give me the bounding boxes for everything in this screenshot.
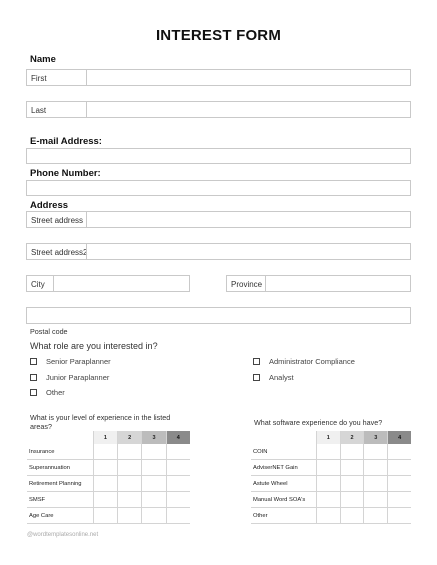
rating-cell[interactable]: [316, 508, 340, 524]
rating-cell[interactable]: [166, 508, 190, 524]
rating-cell[interactable]: [118, 492, 142, 508]
rating-cell[interactable]: [142, 444, 166, 460]
rating-cell[interactable]: [364, 476, 388, 492]
last-name-label: Last: [31, 106, 47, 115]
level-2-header: 2: [118, 431, 142, 444]
row-label: COIN: [251, 444, 316, 460]
rating-cell[interactable]: [388, 508, 411, 524]
first-name-field[interactable]: [26, 69, 411, 86]
rating-cell[interactable]: [316, 460, 340, 476]
row-label: Manual Word SOA's: [251, 492, 316, 508]
rating-cell[interactable]: [118, 444, 142, 460]
row-label: Insurance: [27, 444, 93, 460]
field-divider: [53, 276, 54, 291]
level-2-header: 2: [340, 431, 364, 444]
rating-cell[interactable]: [340, 476, 364, 492]
field-divider: [86, 70, 87, 85]
rating-cell[interactable]: [118, 508, 142, 524]
table-row: [27, 508, 190, 524]
level-4-header: 4: [166, 431, 190, 444]
header-blank: [251, 431, 316, 444]
role-option-administrator-compliance[interactable]: [253, 357, 355, 366]
checkbox[interactable]: [30, 374, 37, 381]
experience-question: What is your level of experience in the listed areas?: [30, 413, 171, 431]
row-label: Age Care: [27, 508, 93, 524]
rating-cell[interactable]: [166, 444, 190, 460]
checkbox[interactable]: [253, 358, 260, 365]
phone-field[interactable]: [26, 180, 411, 196]
rating-cell[interactable]: [364, 444, 388, 460]
city-label: City: [31, 280, 45, 289]
role-option-senior-paraplanner[interactable]: [30, 357, 111, 366]
city-field[interactable]: [26, 275, 190, 292]
table-row: [27, 460, 190, 476]
rating-cell[interactable]: [142, 508, 166, 524]
rating-cell[interactable]: [118, 460, 142, 476]
field-divider: [86, 212, 87, 227]
rating-cell[interactable]: [388, 460, 411, 476]
row-label: AdviserNET Gain: [251, 460, 316, 476]
province-label: Province: [231, 280, 263, 289]
software-question: What software experience do you have?: [254, 418, 383, 427]
rating-cell[interactable]: [364, 508, 388, 524]
role-option-junior-paraplanner[interactable]: [30, 373, 109, 382]
checkbox[interactable]: [30, 389, 37, 396]
header-blank: [27, 431, 93, 444]
rating-cell[interactable]: [340, 460, 364, 476]
rating-cell[interactable]: [166, 460, 190, 476]
level-3-header: 3: [364, 431, 388, 444]
level-header-row: [27, 431, 190, 444]
role-option-label: Senior Paraplanner: [46, 357, 111, 366]
checkbox[interactable]: [253, 374, 260, 381]
rating-cell[interactable]: [93, 444, 117, 460]
rating-cell[interactable]: [142, 476, 166, 492]
software-table: [251, 431, 411, 524]
rating-cell[interactable]: [316, 492, 340, 508]
email-heading: E-mail Address:: [30, 136, 102, 147]
rating-cell[interactable]: [388, 476, 411, 492]
street-address-field[interactable]: [26, 211, 411, 228]
rating-cell[interactable]: [364, 460, 388, 476]
level-1-header: 1: [316, 431, 340, 444]
first-name-label: First: [31, 74, 47, 83]
rating-cell[interactable]: [118, 476, 142, 492]
rating-cell[interactable]: [166, 492, 190, 508]
experience-table: [27, 431, 190, 524]
field-divider: [265, 276, 266, 291]
field-divider: [86, 102, 87, 117]
last-name-field[interactable]: [26, 101, 411, 118]
level-header-row: [251, 431, 411, 444]
rating-cell[interactable]: [316, 444, 340, 460]
rating-cell[interactable]: [316, 476, 340, 492]
rating-cell[interactable]: [340, 508, 364, 524]
row-label: Astute Wheel: [251, 476, 316, 492]
street-address2-label: Street address2: [31, 248, 88, 257]
street-address-label: Street address: [31, 216, 84, 225]
province-field[interactable]: [226, 275, 411, 292]
rating-cell[interactable]: [142, 460, 166, 476]
rating-cell[interactable]: [93, 508, 117, 524]
table-row: [251, 476, 411, 492]
table-row: [251, 492, 411, 508]
postal-code-field[interactable]: [26, 307, 411, 324]
postal-code-label: Postal code: [30, 327, 68, 336]
rating-cell[interactable]: [93, 492, 117, 508]
level-1-header: 1: [93, 431, 117, 444]
role-option-label: Analyst: [269, 373, 294, 382]
table-row: [27, 492, 190, 508]
row-label: Other: [251, 508, 316, 524]
table-row: [251, 508, 411, 524]
rating-cell[interactable]: [388, 492, 411, 508]
email-field[interactable]: [26, 148, 411, 164]
row-label: SMSF: [27, 492, 93, 508]
rating-cell[interactable]: [93, 460, 117, 476]
checkbox[interactable]: [30, 358, 37, 365]
rating-cell[interactable]: [93, 476, 117, 492]
table-row: [251, 460, 411, 476]
rating-cell[interactable]: [340, 444, 364, 460]
field-divider: [86, 244, 87, 259]
rating-cell[interactable]: [340, 492, 364, 508]
table-row: [251, 444, 411, 460]
role-question: What role are you interested in?: [30, 341, 158, 351]
role-option-label: Other: [46, 388, 65, 397]
role-option-label: Junior Paraplanner: [46, 373, 110, 382]
table-row: [27, 476, 190, 492]
role-option-label: Administrator Compliance: [269, 357, 355, 366]
rating-cell[interactable]: [388, 444, 411, 460]
address-heading: Address: [30, 200, 69, 211]
footer-watermark: @wordtemplatesonline.net: [27, 532, 99, 538]
street-address2-field[interactable]: [26, 243, 411, 260]
phone-heading: Phone Number:: [30, 168, 101, 179]
rating-cell[interactable]: [166, 476, 190, 492]
row-label: Retirement Planning: [27, 476, 93, 492]
rating-cell[interactable]: [142, 492, 166, 508]
rating-cell[interactable]: [364, 492, 388, 508]
table-row: [27, 444, 190, 460]
level-4-header: 4: [388, 431, 411, 444]
form-title: INTEREST FORM: [155, 27, 282, 44]
name-heading: Name: [30, 54, 56, 65]
row-label: Superannuation: [27, 460, 93, 476]
role-option-analyst[interactable]: [253, 373, 294, 382]
role-option-other[interactable]: [30, 388, 65, 397]
level-3-header: 3: [142, 431, 166, 444]
